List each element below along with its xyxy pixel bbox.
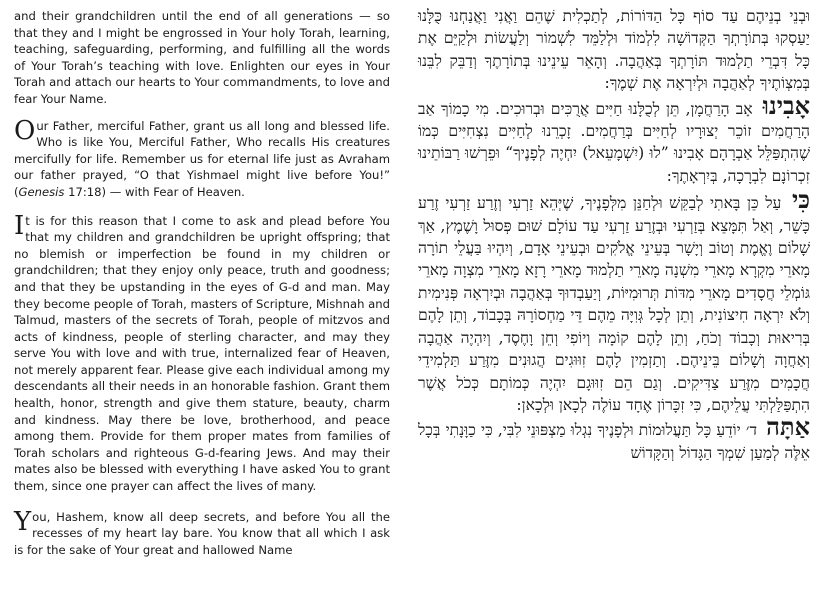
english-paragraph-3-text: t is for this reason that I come to ask and plead before You that my children and grandchildren be upright offspring; that no blemish or imperfection be found in my children or grandchildren; that they enjoy only peace, truth and goodness; and that they be upstanding in the eyes of G-d and man. May they become people of Torah, masters of Scripture, Mishnah and Talmud, masters of the secrets of Torah, people of mitzvos and acts of kindness, people of sterling character, and may they serve You with love and with true, internalized fear of Heaven, not merely apparent fear. Please give each individual among my descendants all their needs in an honorable fashion. Grant them health, honor, strength and give them stature, beauty, charm and kindness. May there be love, brotherhood, and peace among them. Provide for them proper mates from families of Torah scholars and righteous G-d-fearing Jews. And may their mates also be blessed with everything I have asked You to grant them, since one prayer can affect the lives of many. xyxy=(14,213,390,494)
english-paragraph-1: and their grandchildren until the end of all generations — so that they and I might be engrossed in Your holy Torah, learning, teaching, safeguarding, performing, and fulfilling all the words of Your Torah’s teaching with love. Enlighten our eyes in Your Torah and attach our hearts to Your commandments, to love and fear Your Name. xyxy=(14,9,390,106)
lead-word-ki: כִּי xyxy=(791,185,810,215)
hebrew-column xyxy=(418,5,810,464)
english-paragraph-4-text: ou, Hashem, know all deep secrets, and before You all the recesses of my heart lay bare. You know that all which I ask is for the sake of Your great and hallowed Name xyxy=(14,509,390,557)
hebrew-paragraph-3-text: עַל כֵּן בָּאתִי לְבַקֵּשׁ וּלְחַנֵּן מִלְּפָנֶיךָ, שֶׁיְּהֵא זַרְעִי וְזֶרַע זַרְעִי זֶרַע כָּשֵׁר, וְאַל תִּמָּצֵא בְּזַרְעִי וּבְזֶרַע זַרְעִי עַד עוֹלָם שׁוּם פְּסוּל וָשֶׁמֶץ, אַךְ שָׁלוֹם וֶאֱמֶת וְטוֹב וְיָשָׁר בְּעֵינֵי אֱלֹקִים וּבְעֵינֵי אָדָם, וְיִהְיוּ בַּעֲלֵי תוֹרָה מָארֵי מִקְרָא מָארֵי מִשְׁנָה מָארֵי תַלְמוּד מָארֵי רָזָא מָארֵי מִצְוָה מָארֵי גּוֹמְלֵי חֲסָדִים מָארֵי מִדּוֹת תְּרוּמִיּוֹת, וְיַעַבְדוּךָ בְּאַהֲבָה וּבְיִרְאָה פְּנִימִית וְלֹא יִרְאָה חִיצוֹנִית, וְתֵן לְכָל גְּוִיָּה מֵהֶם דֵּי מַחְסוֹרָהּ בְּכָבוֹד, וְתֵן לָהֶם בְּרִיאוּת וְכָבוֹד וְכֹחַ, וְתֵן לָהֶם קוֹמָה וְיוֹפִי וְחֵן וָחֶסֶד, וְיִהְיֶה אַהֲבָה וְאַחֲוָה וְשָׁלוֹם בֵּינֵיהֶם. וְתַזְמִין לָהֶם זִוּוּגִים הֲגוּנִים מִזֶּרַע תַּלְמִידֵי חֲכָמִים מִזֶּרַע צַדִּיקִים. וְגַם הֵם זִוּוּגָם יִהְיֶה כְּמוֹתָם כְּכֹל אֲשֶׁר הִתְפַּלַּלְתִּי עֲלֵיהֶם, כִּי זִכָּרוֹן אֶחָד עוֹלֶה לְכָאן וּלְכָאן: xyxy=(418,194,810,414)
hebrew-paragraph-2-text: אָב הָרַחֲמָן, תֵּן לְכֻלָּנוּ חַיִּים אֲרֻכִּים וּבְרוּכִים. מִי כָמוֹךָ אַב הָרַחֲמִים זוֹכֵר יְצוּרָיו לְחַיִּים בְּרַחֲמִים. זָכְרֵנוּ לְחַיִּים נִצְחִיִּים כְּמוֹ שֶׁהִתְפַּלֵּל אַבְרָהָם אָבִינוּ ”לוּ (יִשְׁמָעֵאל) יִחְיֶה לְפָנֶיךָ“ וּפֵרְשׁוּ רַבּוֹתֵינוּ זִכְרוֹנָם לִבְרָכָה, בְּיִרְאָתֶךָ: xyxy=(418,99,810,185)
english-paragraph-3 xyxy=(14,210,390,495)
english-paragraph-2 xyxy=(14,115,390,201)
hebrew-paragraph-4 xyxy=(418,412,811,464)
english-paragraph-2-text-b: 17:18) — with Fear of Heaven. xyxy=(64,184,245,199)
english-paragraph-4 xyxy=(14,506,390,559)
english-paragraph-2-text-a: ur Father, merciful Father, grant us all long and blessed life. Who is like You, Merciful Father, Who recalls His creatures mercifully for life. Remember us for eternal life just as Avraham our father prayed, “O that Yishmael might live before You!” ( xyxy=(14,118,390,199)
citation-book: Genesis xyxy=(18,184,65,199)
drop-cap-i: I xyxy=(14,210,25,241)
hebrew-paragraph-4-text: ד׳ יוֹדֵעַ כָּל תַּעֲלוּמוֹת וּלְפָנֶיךָ נִגְלוּ מַצְפּוּנֵי לִבִּי, כִּי כַוָּנָתִי בְּכָל אֵלֶּה לְמַעַן שִׁמְךָ הַגָּדוֹל וְהַקָּדוֹשׁ xyxy=(418,421,810,462)
hebrew-paragraph-1: וּבְנֵי בְנֵיהֶם עַד סוֹף כָּל הַדּוֹרוֹת, לְתַכְלִית שֶׁהֵם וַאֲנִי וַאֲנַחְנוּ כֻּלָּנוּ יַעַסְקוּ בְּתוֹרָתְךָ הַקְּדוֹשָׁה לִלְמוֹד וּלְלַמֵּד לִשְׁמוֹר וְלַעֲשׂוֹת וּלְקַיֵּם אֶת כָּל דִּבְרֵי תַלְמוּד תּוֹרָתְךָ בְּאַהֲבָה. וְהָאֵר עֵינֵינוּ בְּתוֹרָתֶךָ וְדַבֵּק לִבֵּנוּ בְּמִצְוֹתֶיךָ לְאַהֲבָה וּלְיִרְאָה אֶת שְׁמֶךָ: xyxy=(418,7,810,93)
lead-word-avinu: אָבִינוּ xyxy=(762,90,810,120)
drop-cap-o: O xyxy=(14,115,36,146)
drop-cap-y: Y xyxy=(14,506,32,537)
english-column xyxy=(14,8,390,558)
hebrew-paragraph-3 xyxy=(418,185,810,416)
lead-word-atah: אַתָּה xyxy=(766,412,811,442)
hebrew-paragraph-2 xyxy=(418,90,810,188)
